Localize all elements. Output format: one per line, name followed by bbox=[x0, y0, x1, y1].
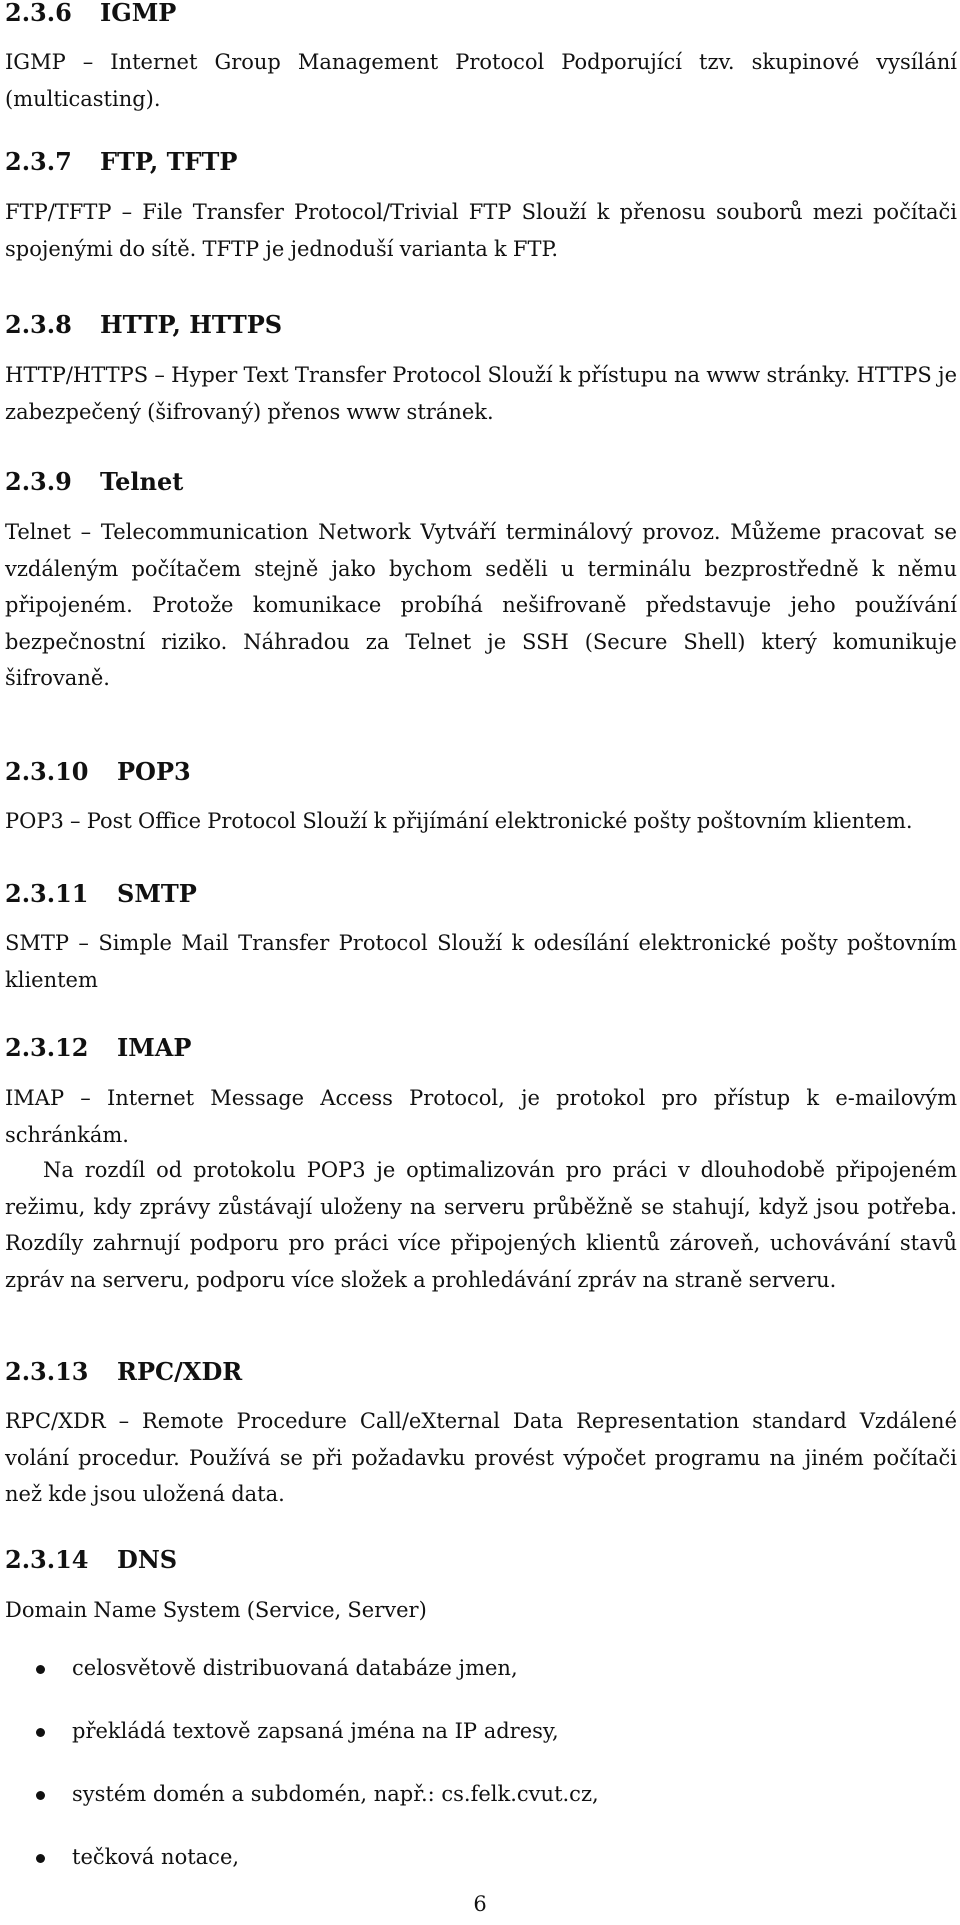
paragraph-dns: Domain Name System (Service, Server) bbox=[5, 1598, 427, 1622]
paragraph-ftp: FTP/TFTP – File Transfer Protocol/Trivial FTP Slouží k přenosu souborů mezi počítači spojenými do sítě. TFTP je jednoduší varianta k FTP. bbox=[5, 200, 957, 261]
list-item bbox=[5, 1713, 957, 1749]
bullet-icon bbox=[36, 1791, 45, 1800]
list-item-text: tečková notace, bbox=[72, 1845, 240, 1869]
paragraph-smtp: SMTP – Simple Mail Transfer Protocol Slouží k odesílání elektronické pošty poštovním klientem bbox=[5, 931, 957, 992]
bullet-icon bbox=[36, 1728, 45, 1737]
section-heading-http bbox=[5, 310, 957, 340]
section-title: IMAP bbox=[117, 1033, 192, 1062]
list-item bbox=[5, 1839, 957, 1875]
paragraph-rpc: RPC/XDR – Remote Procedure Call/eXternal Data Representation standard Vzdálené volání procedur. Používá se při požadavku provést výpočet programu na jiném počítači než kde jsou uložená data. bbox=[5, 1409, 957, 1506]
section-heading-rpc bbox=[5, 1357, 957, 1387]
section-title: POP3 bbox=[117, 757, 191, 786]
paragraph-telnet: Telnet – Telecommunication Network Vytváří terminálový provoz. Můžeme pracovat se vzdáleným počítačem stejně jako bychom seděli u terminálu bezprostředně k němu připojeném. Protože komunikace probíhá nešifrovaně představuje jeho používání bezpečnostní riziko. Náhradou za Telnet je SSH (Secure Shell) který komunikuje šifrovaně. bbox=[5, 520, 957, 690]
section-number: 2.3.12 bbox=[5, 1033, 89, 1062]
paragraph-pop3: POP3 – Post Office Protocol Slouží k přijímání elektronické pošty poštovním klientem. bbox=[5, 809, 913, 833]
section-number: 2.3.11 bbox=[5, 879, 89, 908]
section-number: 2.3.9 bbox=[5, 467, 72, 496]
paragraph-http: HTTP/HTTPS – Hyper Text Transfer Protocol Slouží k přístupu na www stránky. HTTPS je zabezpečený (šifrovaný) přenos www stránek. bbox=[5, 363, 957, 424]
section-title: DNS bbox=[117, 1545, 178, 1574]
list-item-text: překládá textově zapsaná jména na IP adresy, bbox=[72, 1719, 559, 1743]
section-title: SMTP bbox=[117, 879, 197, 908]
list-item-text: systém domén a subdomén, např.: cs.felk.cvut.cz, bbox=[72, 1782, 599, 1806]
section-heading-telnet bbox=[5, 467, 957, 497]
section-heading-smtp bbox=[5, 879, 957, 909]
section-number: 2.3.7 bbox=[5, 147, 72, 176]
section-title: HTTP, HTTPS bbox=[100, 310, 283, 339]
section-heading-imap bbox=[5, 1033, 957, 1063]
section-title: FTP, TFTP bbox=[100, 147, 238, 176]
paragraph-imap: IMAP – Internet Message Access Protocol, je protokol pro přístup k e-mailovým schránkám. bbox=[5, 1086, 957, 1147]
bullet-icon bbox=[36, 1854, 45, 1863]
list-item bbox=[5, 1776, 957, 1812]
section-number: 2.3.14 bbox=[5, 1545, 89, 1574]
list-item bbox=[5, 1650, 957, 1686]
section-heading-pop3 bbox=[5, 757, 957, 787]
section-title: RPC/XDR bbox=[117, 1357, 243, 1386]
bullet-icon bbox=[36, 1665, 45, 1674]
section-number: 2.3.13 bbox=[5, 1357, 89, 1386]
section-heading-dns bbox=[5, 1545, 957, 1575]
dns-bullet-list bbox=[5, 1650, 957, 1902]
section-number: 2.3.6 bbox=[5, 0, 72, 27]
paragraph-igmp: IGMP – Internet Group Management Protocol Podporující tzv. skupinové vysílání (multicasting). bbox=[5, 50, 957, 111]
section-title: IGMP bbox=[100, 0, 177, 27]
section-title: Telnet bbox=[100, 467, 184, 496]
section-heading-igmp bbox=[5, 0, 957, 28]
section-number: 2.3.8 bbox=[5, 310, 72, 339]
page-number: 6 bbox=[473, 1892, 487, 1916]
section-number: 2.3.10 bbox=[5, 757, 89, 786]
list-item-text: celosvětově distribuovaná databáze jmen, bbox=[72, 1656, 518, 1680]
section-heading-ftp bbox=[5, 147, 957, 177]
paragraph-imap-detail: Na rozdíl od protokolu POP3 je optimalizován pro práci v dlouhodobě připojeném režimu, kdy zprávy zůstávají uloženy na serveru průběžně se stahují, když jsou potřeba. Rozdíly zahrnují podporu pro práci více připojených klientů zároveň, uchovávání stavů zpráv na serveru, podporu více složek a prohledávání zpráv na straně serveru. bbox=[5, 1158, 957, 1292]
